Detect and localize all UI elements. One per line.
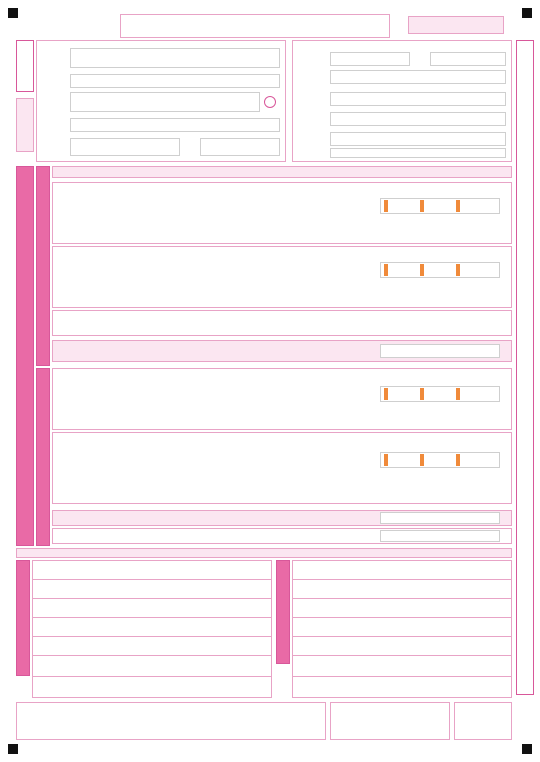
- divider: [292, 579, 512, 580]
- amount-slot-4[interactable]: [380, 386, 500, 402]
- header-title-block: [120, 14, 390, 38]
- input-marker: [384, 454, 388, 466]
- name-field[interactable]: [70, 92, 260, 112]
- amount-slot-5[interactable]: [380, 452, 500, 468]
- submit-side-tab: [16, 40, 34, 92]
- divider: [32, 598, 272, 599]
- amount-slot-3[interactable]: [380, 344, 500, 358]
- input-marker: [456, 388, 460, 400]
- donor-row-5: [52, 432, 512, 504]
- seal-mark: [264, 96, 276, 108]
- footer-preparer-block: [16, 702, 326, 740]
- section-1a-band: [36, 166, 50, 366]
- section-1-band: [16, 166, 34, 546]
- input-marker: [384, 264, 388, 276]
- input-marker: [420, 454, 424, 466]
- summary-right-block: [292, 560, 512, 698]
- office-field-4: [330, 92, 506, 106]
- amount-slot-2[interactable]: [380, 262, 500, 278]
- section-1b-band: [36, 368, 50, 546]
- office-field-6: [330, 132, 506, 146]
- office-field-5: [330, 112, 506, 126]
- divider: [292, 655, 512, 656]
- amount-slot-7[interactable]: [380, 530, 500, 542]
- input-marker: [420, 200, 424, 212]
- input-marker: [456, 200, 460, 212]
- office-field-7: [330, 148, 506, 158]
- amount-slot-1[interactable]: [380, 198, 500, 214]
- divider: [292, 676, 512, 677]
- summary-header: [16, 548, 512, 558]
- corner-mark-bottom-right: [522, 744, 532, 754]
- divider: [292, 598, 512, 599]
- corner-mark-top-left: [8, 8, 18, 18]
- summary-left-band: [16, 560, 30, 676]
- donor-row-3: [52, 310, 512, 336]
- divider: [32, 655, 272, 656]
- section-1-instruction: [52, 166, 512, 178]
- input-marker: [456, 264, 460, 276]
- divider: [292, 636, 512, 637]
- birthdate-field[interactable]: [70, 138, 180, 156]
- input-marker: [420, 264, 424, 276]
- header-id-box: [408, 16, 504, 34]
- name-kana-field[interactable]: [70, 74, 280, 88]
- input-marker: [384, 388, 388, 400]
- summary-right-band: [276, 560, 290, 664]
- right-margin-note: [516, 40, 534, 695]
- input-marker: [456, 454, 460, 466]
- corner-mark-top-right: [522, 8, 532, 18]
- divider: [292, 617, 512, 618]
- id-number-field[interactable]: [70, 118, 280, 132]
- divider: [32, 676, 272, 677]
- divider: [32, 636, 272, 637]
- summary-left-block: [32, 560, 272, 698]
- divider: [32, 579, 272, 580]
- corner-mark-bottom-left: [8, 744, 18, 754]
- occupation-field[interactable]: [200, 138, 280, 156]
- input-marker: [420, 388, 424, 400]
- era-option-list: [16, 98, 34, 152]
- office-field-3: [330, 70, 506, 84]
- footer-confirm-block: [454, 702, 512, 740]
- address-field[interactable]: [70, 48, 280, 68]
- footer-attachment-block: [330, 702, 450, 740]
- divider: [32, 617, 272, 618]
- amount-slot-6[interactable]: [380, 512, 500, 524]
- office-field-1: [330, 52, 410, 66]
- office-field-2: [430, 52, 506, 66]
- input-marker: [384, 200, 388, 212]
